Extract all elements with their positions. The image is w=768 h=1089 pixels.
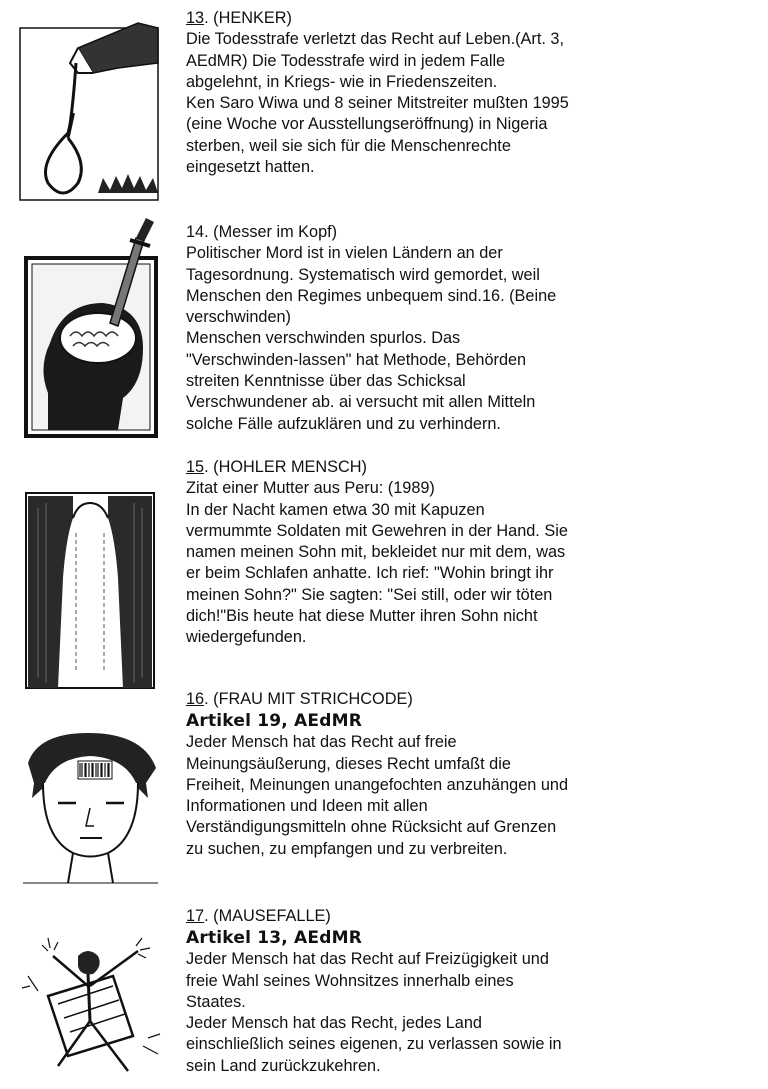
text-line: Jeder Mensch hat das Recht auf Freizügigkeit und bbox=[186, 950, 549, 969]
text-line: einschließlich seines eigenen, zu verlassen sowie in bbox=[186, 1035, 562, 1054]
entry-title: 16. (FRAU MIT STRICHCODE) bbox=[186, 690, 413, 708]
text-line: Jeder Mensch hat das Recht, jedes Land bbox=[186, 1014, 482, 1033]
text-line: sterben, weil sie sich für die Menschenrechte bbox=[186, 136, 511, 155]
text-line: solche Fälle aufzuklären und zu verhindern. bbox=[186, 414, 501, 433]
text-line: Staates. bbox=[186, 992, 246, 1011]
entry-number: 15 bbox=[186, 458, 205, 476]
text-line: Politischer Mord ist in vielen Ländern an der bbox=[186, 244, 503, 263]
text-line: meinen Sohn?" Sie sagten: "Sei still, oder wir töten bbox=[186, 585, 553, 604]
text-line: AEdMR) Die Todesstrafe wird in jedem Falle bbox=[186, 51, 506, 70]
text-line: streiten Kenntnisse über das Schicksal bbox=[186, 372, 466, 391]
entry-title: 17. (MAUSEFALLE) bbox=[186, 907, 331, 925]
text-line: Menschen verschwinden spurlos. Das bbox=[186, 329, 461, 348]
text-line: Informationen und Ideen mit allen bbox=[186, 797, 428, 816]
entry-16-text bbox=[186, 689, 636, 860]
text-line: Ken Saro Wiwa und 8 seiner Mitstreiter mußten 1995 bbox=[186, 94, 569, 113]
text-line: vermummte Soldaten mit Gewehren in der Hand. Sie bbox=[186, 521, 568, 540]
text-line: Menschen den Regimes unbequem sind.16. (Beine bbox=[186, 286, 557, 305]
text-line: freie Wahl seines Wohnsitzes innerhalb eines bbox=[186, 971, 514, 990]
text-line: eingesetzt hatten. bbox=[186, 158, 315, 177]
text-line: Die Todesstrafe verletzt das Recht auf Leben.(Art. 3, bbox=[186, 30, 564, 49]
entry-number: 16 bbox=[186, 690, 205, 708]
entry-15-text bbox=[186, 457, 636, 649]
entry-17-text bbox=[186, 906, 636, 1077]
text-line: Jeder Mensch hat das Recht auf freie bbox=[186, 733, 457, 752]
entry-13-text bbox=[186, 8, 636, 178]
entry-number: 17 bbox=[186, 907, 205, 925]
text-line: Zitat einer Mutter aus Peru: (1989) bbox=[186, 479, 435, 498]
knife-in-head-icon bbox=[18, 218, 163, 438]
entry-title: 13. (HENKER) bbox=[186, 9, 292, 27]
hollow-person-icon bbox=[18, 488, 163, 693]
text-line: (eine Woche vor Ausstellungseröffnung) in Nigeria bbox=[186, 115, 548, 134]
article-heading: Artikel 19, AEdMR bbox=[186, 711, 362, 732]
entry-14-text bbox=[186, 222, 636, 435]
text-line: Meinungsäußerung, dieses Recht umfaßt die bbox=[186, 754, 511, 773]
text-line: "Verschwinden-lassen" hat Methode, Behörden bbox=[186, 350, 527, 369]
text-line: Freiheit, Meinungen unangefochten anzuhängen und bbox=[186, 775, 569, 794]
text-line: abgelehnt, in Kriegs- wie in Friedenszeiten. bbox=[186, 72, 498, 91]
text-line: wiedergefunden. bbox=[186, 628, 307, 647]
entry-number: 13 bbox=[186, 9, 205, 27]
text-line: zu suchen, zu empfangen und zu verbreiten. bbox=[186, 839, 508, 858]
text-line: sein Land zurückzukehren. bbox=[186, 1056, 381, 1075]
mousetrap-person-icon bbox=[18, 926, 163, 1076]
entry-title: 15. (HOHLER MENSCH) bbox=[186, 458, 367, 476]
text-line: Verschwundener ab. ai versucht mit allen Mitteln bbox=[186, 393, 536, 412]
text-line: In der Nacht kamen etwa 30 mit Kapuzen bbox=[186, 500, 485, 519]
barcode-face-icon bbox=[18, 728, 163, 886]
text-line: dich!"Bis heute hat diese Mutter ihren Sohn nicht bbox=[186, 607, 538, 626]
text-line: er beim Schlafen anhatte. Ich rief: "Wohin bringt ihr bbox=[186, 564, 554, 583]
hand-holding-noose-icon bbox=[18, 18, 163, 203]
entry-title: 14. (Messer im Kopf) bbox=[186, 223, 338, 241]
text-line: namen meinen Sohn mit, bekleidet nur mit dem, was bbox=[186, 543, 566, 562]
article-heading: Artikel 13, AEdMR bbox=[186, 928, 362, 949]
text-line: Verständigungsmitteln ohne Rücksicht auf Grenzen bbox=[186, 818, 557, 837]
text-line: verschwinden) bbox=[186, 308, 291, 327]
text-line: Tagesordnung. Systematisch wird gemordet, weil bbox=[186, 265, 540, 284]
